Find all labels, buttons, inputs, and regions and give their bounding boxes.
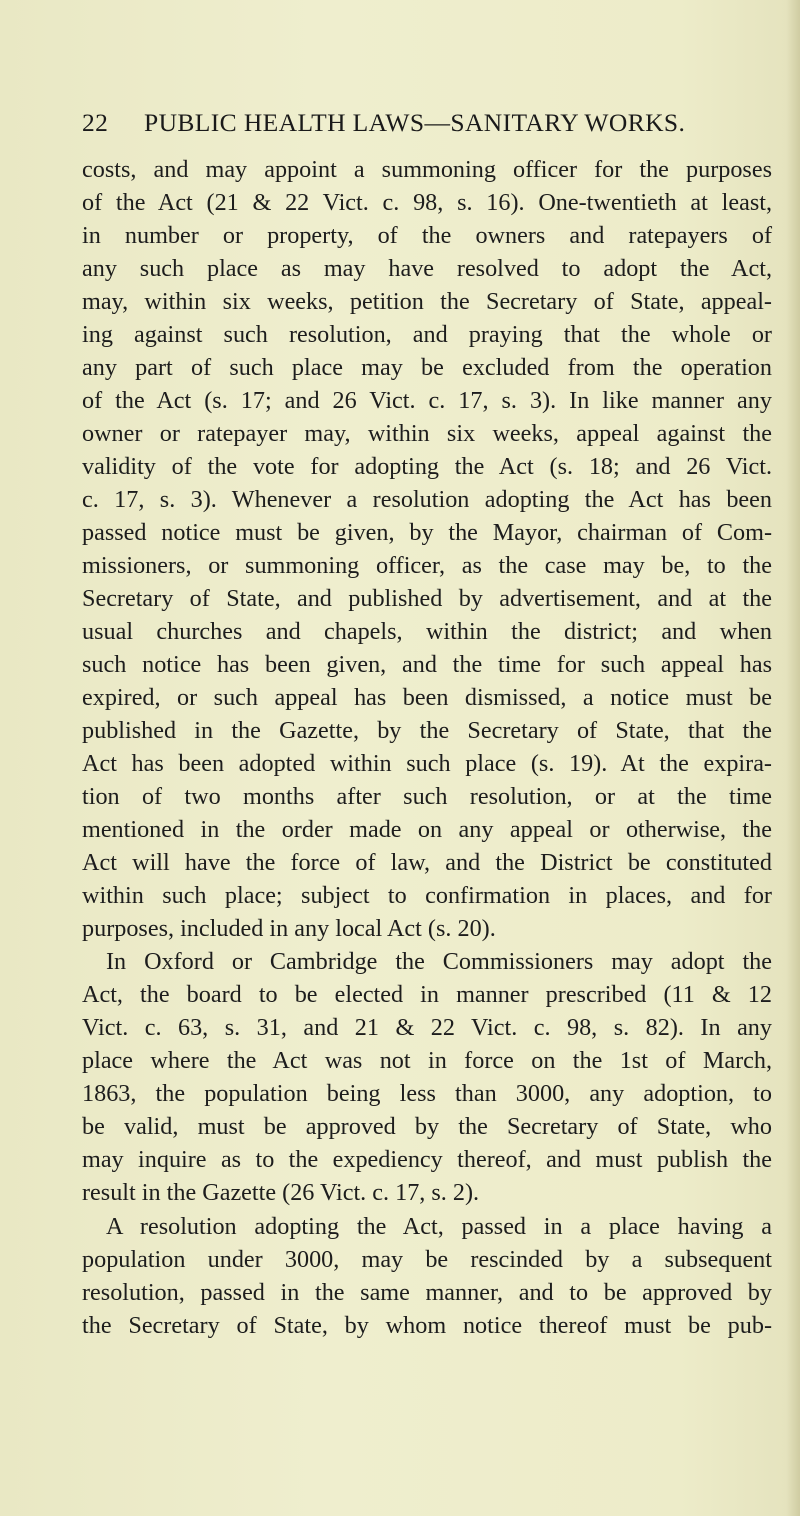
text-line: in number or property, of the owners and ratepayers of (82, 222, 772, 250)
paragraph-start-line: In Oxford or Cambridge the Commissioners may adopt the (106, 948, 772, 976)
text-line: 1863, the population being less than 3000, any adoption, to (82, 1080, 772, 1108)
text-line: the Secretary of State, by whom notice thereof must be pub- (82, 1311, 772, 1339)
page-number: 22 (82, 108, 109, 137)
text-line: mentioned in the order made on any appeal or otherwise, the (82, 816, 772, 844)
text-line: Act will have the force of law, and the District be constituted (82, 849, 772, 877)
text-line: ing against such resolution, and praying that the whole or (82, 321, 772, 349)
text-line: may, within six weeks, petition the Secretary of State, appeal- (82, 288, 772, 316)
text-line: resolution, passed in the same manner, and to be approved by (82, 1278, 772, 1306)
text-line: be valid, must be approved by the Secretary of State, who (82, 1113, 772, 1141)
paragraph-end-line: purposes, included in any local Act (s. 20). (82, 915, 496, 943)
page-header (82, 108, 782, 138)
text-line: Act, the board to be elected in manner prescribed (11 & 12 (82, 981, 772, 1009)
text-line: published in the Gazette, by the Secretary of State, that the (82, 717, 772, 745)
text-line: may inquire as to the expediency thereof, and must publish the (82, 1146, 772, 1174)
text-line: any such place as may have resolved to adopt the Act, (82, 255, 772, 283)
text-line: missioners, or summoning officer, as the case may be, to the (82, 552, 772, 580)
text-line: Act has been adopted within such place (s. 19). At the expira- (82, 750, 772, 778)
text-line: of the Act (s. 17; and 26 Vict. c. 17, s. 3). In like manner any (82, 387, 772, 415)
body-text (82, 153, 772, 1342)
running-head: PUBLIC HEALTH LAWS—SANITARY WORKS. (144, 108, 686, 137)
text-line: expired, or such appeal has been dismissed, a notice must be (82, 684, 772, 712)
text-line: passed notice must be given, by the Mayor, chairman of Com- (82, 519, 772, 547)
page-edge-shadow (786, 0, 800, 1516)
text-line: validity of the vote for adopting the Act (s. 18; and 26 Vict. (82, 453, 772, 481)
text-line: Vict. c. 63, s. 31, and 21 & 22 Vict. c. 98, s. 82). In any (82, 1014, 772, 1042)
paragraph-start-line: A resolution adopting the Act, passed in a place having a (106, 1212, 772, 1240)
text-line: any part of such place may be excluded from the operation (82, 354, 772, 382)
text-line: within such place; subject to confirmation in places, and for (82, 882, 772, 910)
text-line: costs, and may appoint a summoning officer for the purposes (82, 156, 772, 183)
text-line: owner or ratepayer may, within six weeks, appeal against the (82, 420, 772, 448)
paragraph-end-line: result in the Gazette (26 Vict. c. 17, s. 2). (82, 1179, 480, 1207)
text-line: of the Act (21 & 22 Vict. c. 98, s. 16). One-twentieth at least, (82, 189, 772, 217)
text-line: Secretary of State, and published by advertisement, and at the (82, 585, 772, 613)
text-line: such notice has been given, and the time for such appeal has (82, 651, 772, 679)
text-line: tion of two months after such resolution, or at the time (82, 783, 772, 811)
text-line: usual churches and chapels, within the district; and when (82, 618, 772, 646)
text-line: place where the Act was not in force on the 1st of March, (82, 1047, 772, 1075)
text-line: c. 17, s. 3). Whenever a resolution adopting the Act has been (82, 486, 772, 514)
text-line: population under 3000, may be rescinded by a subsequent (82, 1245, 772, 1273)
